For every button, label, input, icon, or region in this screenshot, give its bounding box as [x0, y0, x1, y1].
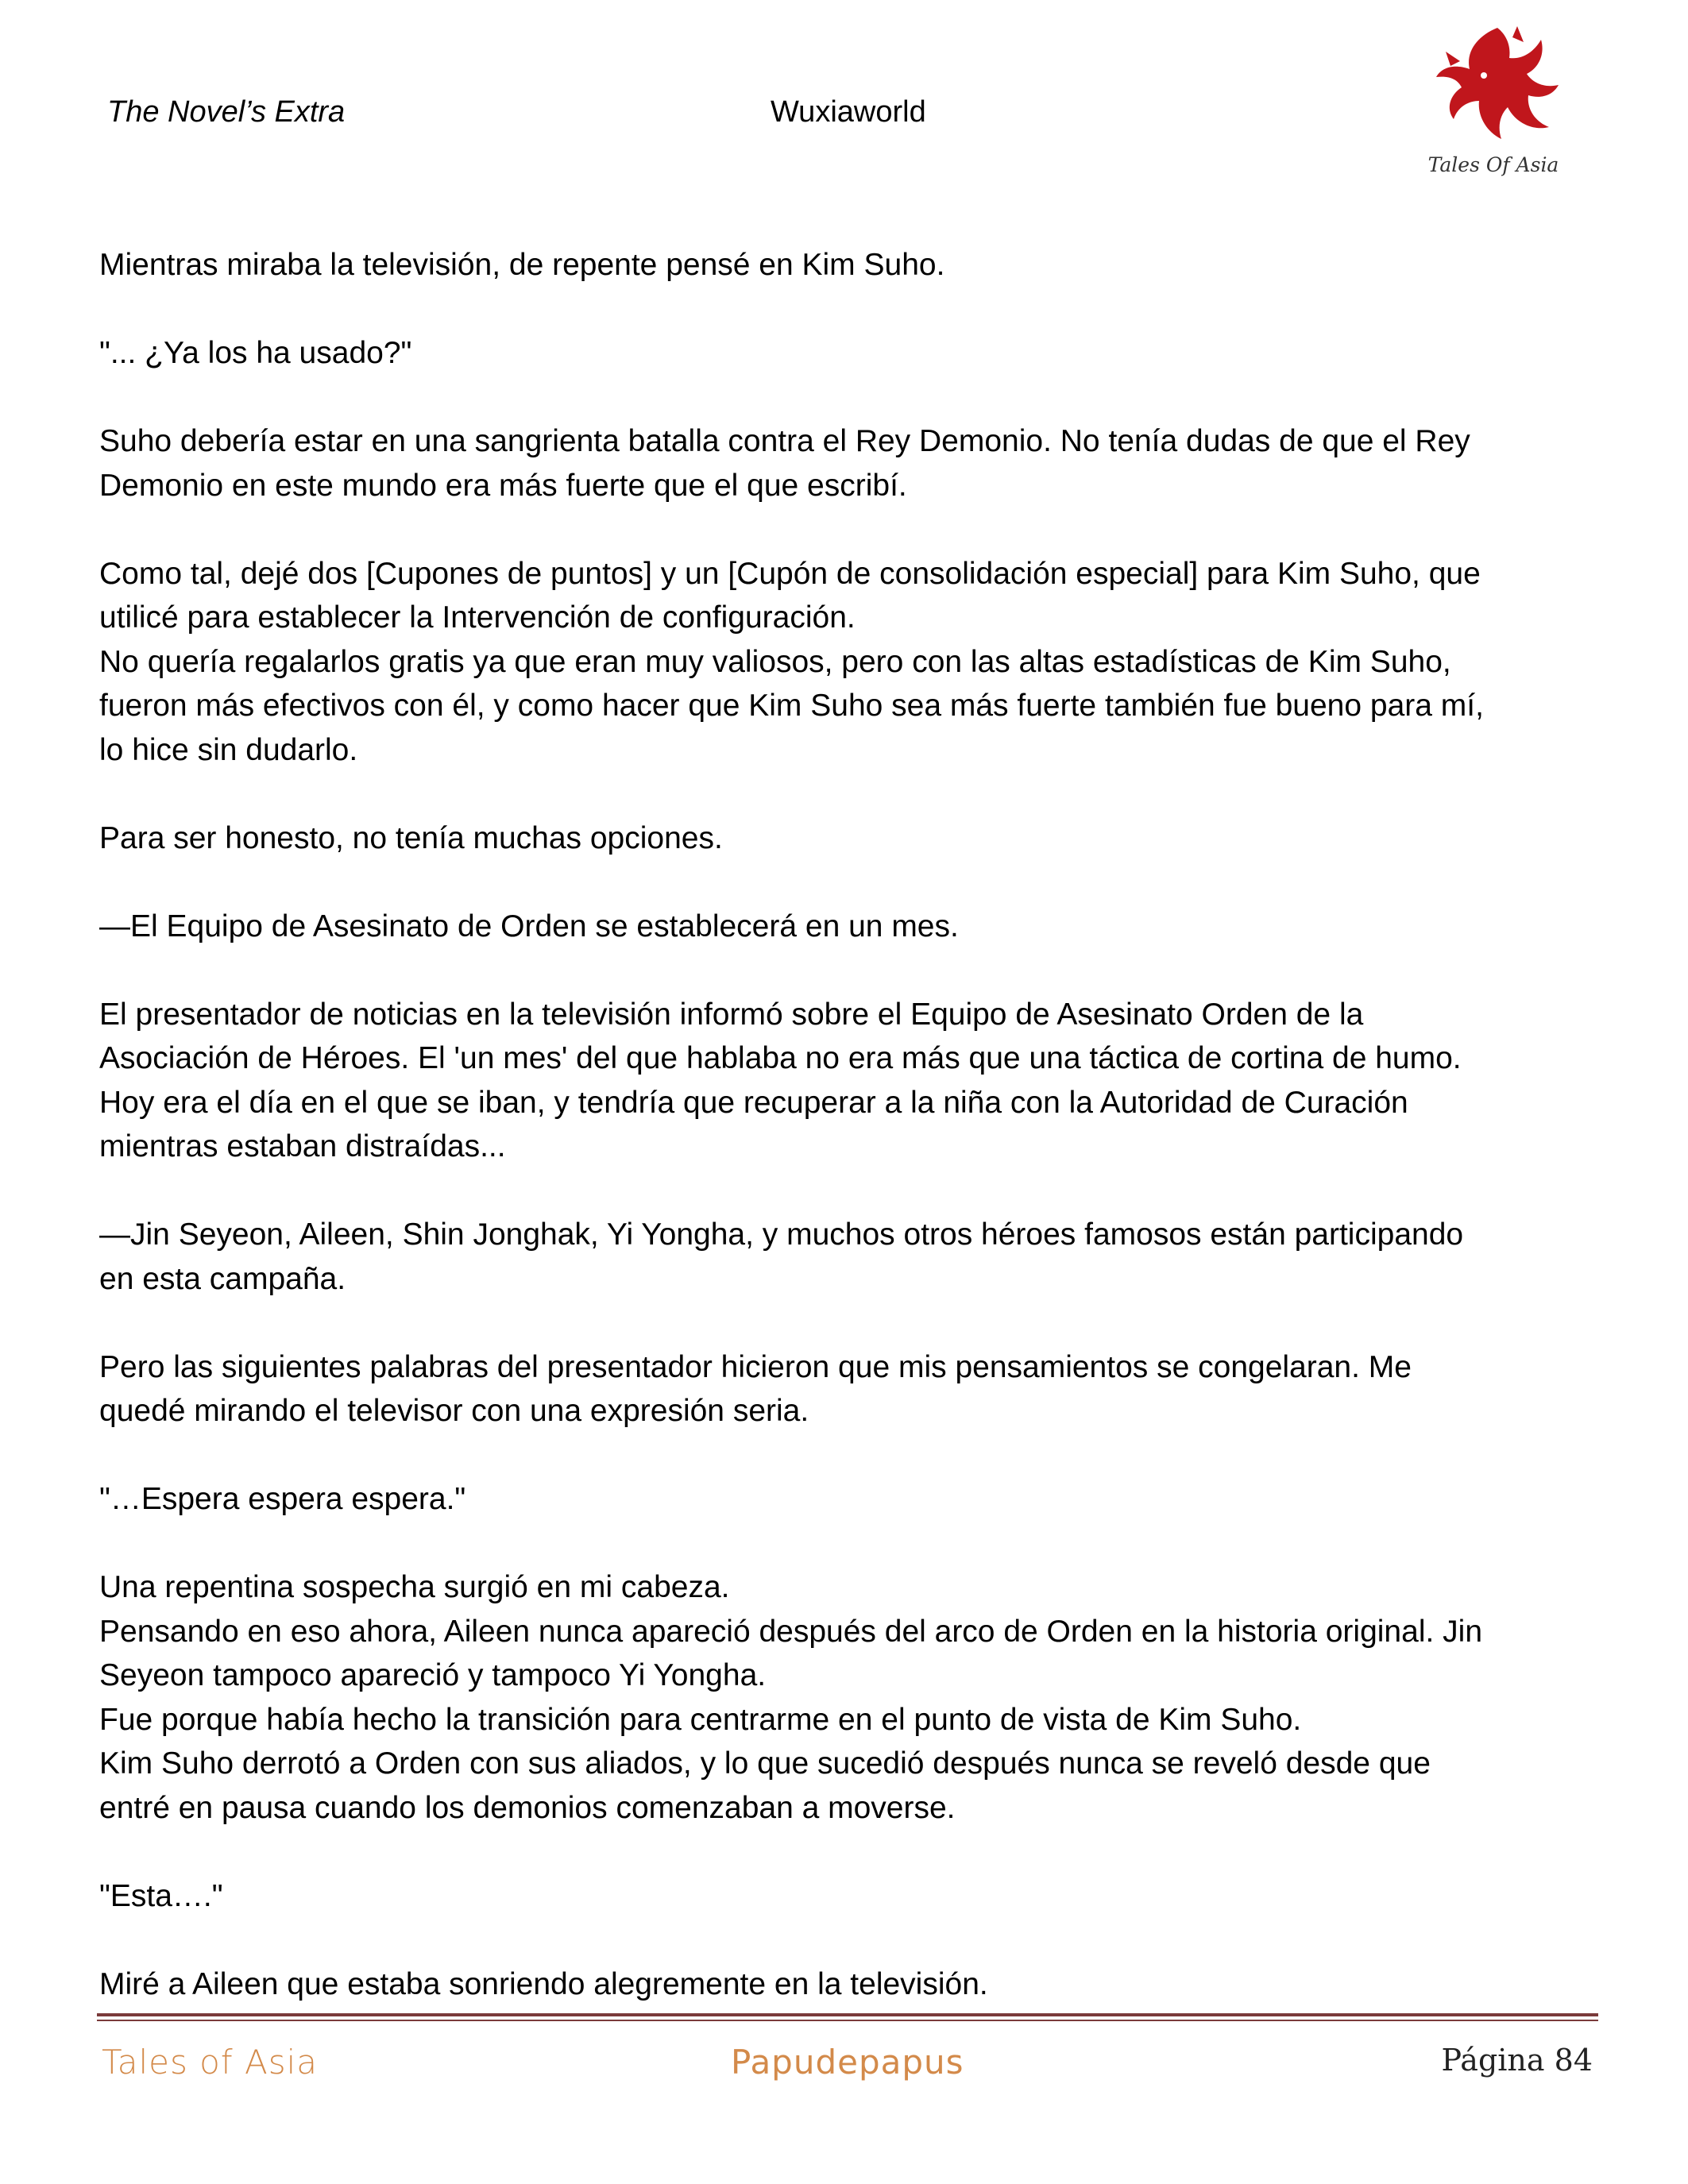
- text-line: El presentador de noticias en la televisión informó sobre el Equipo de Asesinato Orden de la: [99, 997, 1364, 1032]
- footer-translator: Papudepapus: [731, 2043, 964, 2082]
- text-line: Una repentina sospecha surgió en mi cabeza.: [99, 1570, 730, 1604]
- tales-of-asia-logo: [1422, 20, 1565, 187]
- paragraph-gap: [99, 507, 1593, 552]
- text-line: Pensando en eso ahora, Aileen nunca apareció después del arco de Orden en la historia original. Jin: [99, 1614, 1483, 1649]
- text-line: "…Espera espera espera.": [99, 1482, 466, 1516]
- paragraph-gap: [99, 860, 1593, 905]
- paragraph-gap: [99, 1522, 1593, 1566]
- paragraph-gap: [99, 1433, 1593, 1478]
- text-line: Seyeon tampoco apareció y tampoco Yi Yongha.: [99, 1658, 767, 1692]
- text-line: Hoy era el día en el que se iban, y tendría que recuperar a la niña con la Autoridad de Curación: [99, 1085, 1408, 1120]
- text-line: Asociación de Héroes. El 'un mes' del que hablaba no era más que una táctica de cortina de humo.: [99, 1041, 1462, 1075]
- text-line: entré en pausa cuando los demonios comenzaban a moverse.: [99, 1790, 956, 1825]
- text-line: —El Equipo de Asesinato de Orden se establecerá en un mes.: [99, 909, 959, 943]
- text-line: fueron más efectivos con él, y como hacer que Kim Suho sea más fuerte también fue bueno para mí,: [99, 689, 1484, 723]
- text-line: Kim Suho derrotó a Orden con sus aliados, y lo que sucedió después nunca se reveló desde que: [99, 1746, 1431, 1781]
- paragraph-gap: [99, 287, 1593, 332]
- paragraph-gap: [99, 1830, 1593, 1874]
- paragraph-gap: [99, 1301, 1593, 1345]
- paragraph-gap: [99, 1918, 1593, 1962]
- paragraph-gap: [99, 1169, 1593, 1214]
- logo-caption: Tales Of Asia: [1427, 153, 1559, 176]
- text-line: utilicé para establecer la Intervención de configuración.: [99, 600, 856, 635]
- footer-publisher: Tales of Asia: [102, 2043, 319, 2082]
- text-line: Fue porque había hecho la transición para centrarme en el punto de vista de Kim Suho.: [99, 1702, 1302, 1737]
- text-line: Suho debería estar en una sangrienta batalla contra el Rey Demonio. No tenía dudas de que el Rey: [99, 424, 1470, 458]
- text-line: No quería regalarlos gratis ya que eran muy valiosos, pero con las altas estadísticas de Kim Suho,: [99, 644, 1451, 679]
- paragraph-gap: [99, 376, 1593, 420]
- text-line: Para ser honesto, no tenía muchas opciones.: [99, 820, 723, 855]
- dragon-icon: [1422, 20, 1565, 155]
- text-line: Mientras miraba la televisión, de repente pensé en Kim Suho.: [99, 248, 945, 282]
- text-line: Miré a Aileen que estaba sonriendo alegremente en la televisión.: [99, 1966, 988, 2001]
- text-line: "Esta….": [99, 1878, 223, 1913]
- text-line: "... ¿Ya los ha usado?": [99, 336, 412, 370]
- text-line: en esta campaña.: [99, 1261, 346, 1296]
- paragraph-gap: [99, 948, 1593, 993]
- footer-rule: [97, 2013, 1598, 2024]
- text-line: Demonio en este mundo era más fuerte que el que escribí.: [99, 468, 907, 503]
- text-line: Como tal, dejé dos [Cupones de puntos] y un [Cupón de consolidación especial] para Kim Suho, que: [99, 556, 1481, 591]
- running-header-title: The Novel’s Extra: [107, 95, 346, 129]
- text-line: lo hice sin dudarlo.: [99, 732, 358, 767]
- text-line: —Jin Seyeon, Aileen, Shin Jonghak, Yi Yongha, y muchos otros héroes famosos están participando: [99, 1217, 1464, 1252]
- page-number: Página 84: [1441, 2043, 1593, 2078]
- text-line: Pero las siguientes palabras del presentador hicieron que mis pensamientos se congelaran. Me: [99, 1349, 1412, 1384]
- text-line: mientras estaban distraídas...: [99, 1129, 506, 1163]
- paragraph-gap: [99, 772, 1593, 816]
- running-header-source: Wuxiaworld: [771, 95, 926, 129]
- chapter-body: [99, 243, 1593, 2006]
- text-line: quedé mirando el televisor con una expresión seria.: [99, 1394, 809, 1428]
